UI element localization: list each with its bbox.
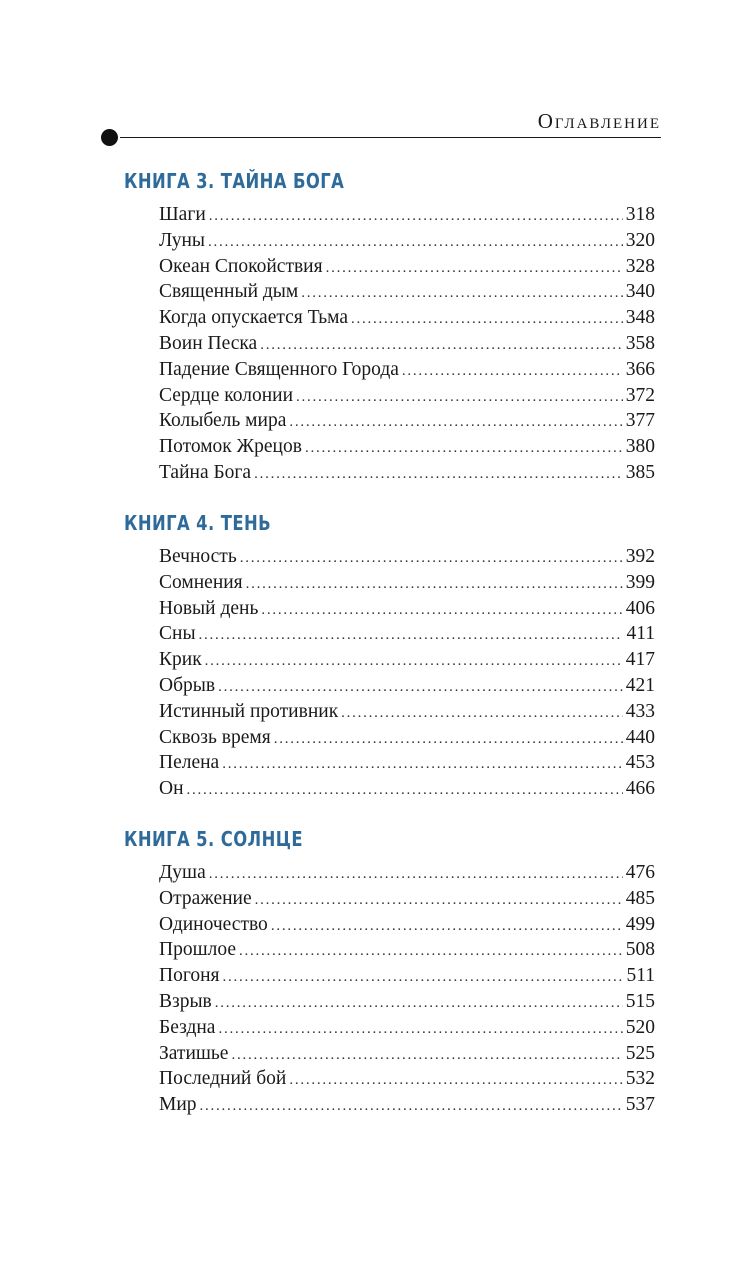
- toc-entry-title: Сквозь время: [159, 726, 271, 748]
- toc-entry-title: Когда опускается Тьма: [159, 307, 349, 329]
- toc-entry-title: Сны: [159, 623, 196, 645]
- toc-entry[interactable]: [159, 357, 655, 383]
- toc-entry[interactable]: [159, 886, 655, 912]
- dot-leader: [218, 675, 623, 701]
- dot-leader: [209, 204, 623, 230]
- dot-leader: [289, 410, 622, 436]
- toc-entry[interactable]: [159, 254, 655, 280]
- toc-entry-page: 358: [625, 332, 655, 354]
- toc-entry-page: 499: [625, 913, 655, 935]
- dot-leader: [402, 359, 623, 385]
- dot-leader: [231, 1043, 622, 1069]
- toc-entry[interactable]: [159, 279, 655, 305]
- toc-entry-page: 372: [625, 384, 655, 406]
- dot-leader: [254, 462, 623, 488]
- toc-entry[interactable]: [159, 570, 655, 596]
- dot-leader: [239, 939, 623, 965]
- toc-entry-title: Шаги: [159, 204, 206, 225]
- running-head: Оглавление: [537, 109, 661, 133]
- toc-entry-title: Новый день: [159, 597, 259, 619]
- toc-entry[interactable]: [159, 963, 655, 989]
- dot-leader: [218, 1017, 622, 1043]
- toc-list: [159, 860, 655, 1118]
- dot-leader: [255, 888, 623, 914]
- toc-entry-page: 392: [625, 546, 655, 567]
- toc-entry-title: Мир: [159, 1094, 197, 1116]
- dot-leader: [240, 546, 623, 572]
- toc-entry-title: Потомок Жрецов: [159, 436, 302, 458]
- dot-leader: [296, 385, 623, 411]
- toc-entry-page: 366: [625, 358, 655, 380]
- toc-entry[interactable]: [159, 408, 655, 434]
- toc-entry-title: Океан Спокойствия: [159, 255, 323, 277]
- toc-entry[interactable]: [159, 776, 655, 802]
- toc-list: [159, 202, 655, 486]
- dot-leader: [205, 649, 623, 675]
- toc-entry-title: Душа: [159, 862, 206, 883]
- toc-entry-title: Бездна: [159, 1016, 216, 1038]
- toc-entry-page: 385: [625, 461, 655, 483]
- toc-entry[interactable]: [159, 1066, 655, 1092]
- book-section-3: [124, 168, 655, 486]
- toc-entry[interactable]: [159, 228, 655, 254]
- toc-entry-page: 399: [625, 571, 655, 593]
- toc-entry-title: Погоня: [159, 965, 220, 987]
- toc-entry-page: 485: [625, 887, 655, 909]
- toc-entry-page: 453: [625, 752, 655, 774]
- toc-entry[interactable]: [159, 460, 655, 486]
- toc-entry-title: Священный дым: [159, 281, 299, 303]
- toc-entry-page: 440: [625, 726, 655, 748]
- toc-entry-title: Тайна Бога: [159, 461, 252, 483]
- toc-entry[interactable]: [159, 989, 655, 1015]
- dot-leader: [215, 991, 623, 1017]
- toc-entry-page: 348: [625, 307, 655, 329]
- toc-entry[interactable]: [159, 434, 655, 460]
- dot-leader: [271, 914, 623, 940]
- toc-entry-page: 406: [625, 597, 655, 619]
- toc-entry-title: Крик: [159, 649, 202, 671]
- toc-entry[interactable]: [159, 383, 655, 409]
- toc-entry[interactable]: [159, 596, 655, 622]
- toc-entry-title: Колыбель мира: [159, 410, 287, 432]
- toc-entry-title: Падение Священного Города: [159, 358, 399, 380]
- toc-entry[interactable]: [159, 725, 655, 751]
- toc-entry-title: Последний бой: [159, 1068, 287, 1090]
- toc-entry-page: 508: [625, 939, 655, 961]
- dot-leader: [199, 623, 624, 649]
- toc-entry-title: Прошлое: [159, 939, 236, 961]
- toc-entry-title: Луны: [159, 229, 206, 251]
- toc-entry-page: 532: [625, 1068, 655, 1090]
- dot-leader: [208, 230, 623, 256]
- toc-entry-title: Затишье: [159, 1042, 229, 1064]
- toc-entry[interactable]: [159, 860, 655, 886]
- toc-entry-page: 411: [626, 623, 655, 645]
- book-title: КНИГА 4. ТЕНЬ: [124, 511, 272, 535]
- toc-entry-page: 466: [625, 778, 655, 800]
- dot-leader: [326, 256, 623, 282]
- toc-entry-title: Одиночество: [159, 913, 268, 935]
- dot-leader: [301, 281, 623, 307]
- dot-leader: [223, 965, 624, 991]
- toc-entry-page: 537: [625, 1094, 655, 1116]
- dot-leader: [209, 862, 623, 888]
- toc-entry-title: Он: [159, 778, 184, 800]
- toc-entry-title: Обрыв: [159, 674, 216, 696]
- book-title: КНИГА 5. СОЛНЦЕ: [124, 827, 303, 851]
- dot-leader: [351, 307, 623, 333]
- toc-entry[interactable]: [159, 937, 655, 963]
- dot-leader: [274, 727, 623, 753]
- book-title: КНИГА 3. ТАЙНА БОГА: [124, 169, 345, 193]
- dot-leader: [289, 1068, 622, 1094]
- toc-entry[interactable]: [159, 699, 655, 725]
- dot-leader: [222, 752, 623, 778]
- toc-entry[interactable]: [159, 202, 655, 228]
- toc-entry-page: 515: [625, 990, 655, 1012]
- toc-entry-page: 433: [625, 700, 655, 722]
- toc-list: [159, 544, 655, 802]
- book-section-5: [124, 826, 655, 1118]
- dot-leader: [305, 436, 623, 462]
- toc-entry-page: 377: [625, 410, 655, 432]
- toc-entry-title: Сердце колонии: [159, 384, 294, 406]
- toc-entry[interactable]: [159, 1015, 655, 1041]
- dot-leader: [200, 1094, 623, 1120]
- toc-entry-page: 380: [625, 436, 655, 458]
- toc-entry[interactable]: [159, 1092, 655, 1118]
- dot-leader: [341, 701, 623, 727]
- toc-entry-title: Отражение: [159, 887, 252, 909]
- toc-entry[interactable]: [159, 544, 655, 570]
- toc-entry-page: 520: [625, 1016, 655, 1038]
- book-section-4: [124, 510, 655, 802]
- header-rule: [120, 137, 661, 138]
- toc-entry[interactable]: [159, 331, 655, 357]
- toc-entry-page: 511: [626, 965, 655, 987]
- toc-entry-page: 476: [625, 862, 655, 883]
- dot-leader: [261, 598, 622, 624]
- toc-entry-page: 340: [625, 281, 655, 303]
- toc-entry[interactable]: [159, 647, 655, 673]
- toc-entry[interactable]: [159, 673, 655, 699]
- toc-entry-title: Пелена: [159, 752, 220, 774]
- toc-entry-page: 525: [625, 1042, 655, 1064]
- toc-entry[interactable]: [159, 912, 655, 938]
- toc-entry-page: 320: [625, 229, 655, 251]
- toc-entry[interactable]: [159, 621, 655, 647]
- dot-leader: [260, 333, 623, 359]
- toc-entry[interactable]: [159, 1041, 655, 1067]
- toc-entry-title: Сомнения: [159, 571, 243, 593]
- toc-entry[interactable]: [159, 305, 655, 331]
- toc-entry-title: Вечность: [159, 546, 237, 567]
- dot-leader: [187, 778, 623, 804]
- toc-entry-title: Истинный противник: [159, 700, 339, 722]
- toc-entry-page: 421: [625, 674, 655, 696]
- dot-leader: [246, 572, 623, 598]
- toc-entry[interactable]: [159, 750, 655, 776]
- toc-entry-page: 417: [625, 649, 655, 671]
- toc-entry-title: Взрыв: [159, 990, 212, 1012]
- toc-entry-title: Воин Песка: [159, 332, 258, 354]
- header-bullet: [101, 129, 118, 146]
- toc-entry-page: 318: [625, 204, 655, 225]
- toc-entry-page: 328: [625, 255, 655, 277]
